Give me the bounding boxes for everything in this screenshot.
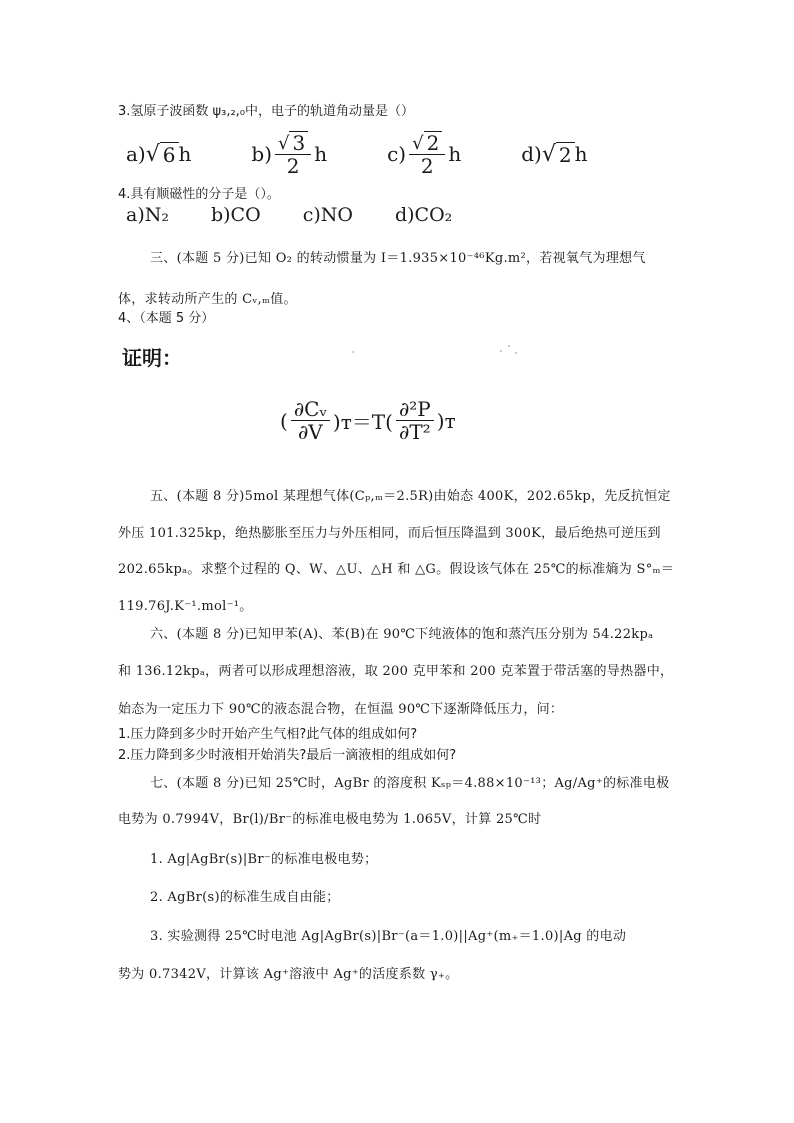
fraction: √ 2 2 [409, 131, 445, 177]
section-6-line-2: 和 136.12kpₐ，两者可以形成理想溶液，取 200 克甲苯和 200 克苯置于带活塞的导热器中， [118, 664, 674, 679]
section-5-line-2: 外压 101.325kp，绝热膨胀至压力与外压相同，而后恒压降温到 300K，最后绝热可逆压到 [118, 526, 661, 541]
option-a: a) √ 6 h [126, 141, 192, 167]
section-7-question-3: 3. 实验测得 25℃时电池 Ag|AgBr(s)|Br⁻(a＝1.0)||Ag⁺(m₊＝1.0)|Ag 的电动 [150, 929, 627, 944]
section-4-title: 4、（本题 5 分） [118, 311, 215, 326]
option-d: d) √ 2 h [521, 141, 588, 167]
section-6-line-3: 始态为一定压力下 90℃的液态混合物，在恒温 90℃下逐渐降低压力，问： [118, 702, 564, 717]
fraction: $\frac{\text{∂²P}}{\text{∂T²}}$ [396, 398, 434, 443]
section-7-question-2: 2. AgBr(s)的标准生成自由能； [150, 890, 340, 905]
question-4-options [126, 204, 512, 226]
section-7-question-3-cont: 势为 0.7342V，计算该 Ag⁺溶液中 Ag⁺的活度系数 γ₊。 [118, 967, 459, 982]
section-5-line-1: 五、(本题 8 分)5mol 某理想气体(Cₚ,ₘ＝2.5R)由始态 400K，202.65kp，先反抗恒定 [150, 489, 671, 504]
option-a: a)N₂ [126, 204, 169, 226]
section-6-line-1: 六、(本题 8 分)已知甲苯(A)、苯(B)在 90℃下纯液体的饱和蒸汽压分别为 54.22kpₐ [150, 627, 654, 642]
section-5-line-3: 202.65kpₐ。求整个过程的 Q、W、△U、△H 和 △G。假设该气体在 25℃的标准熵为 S°ₘ＝ [118, 562, 675, 577]
question-4-title: 4.具有顺磁性的分子是（）。 [118, 187, 280, 202]
option-d: d)CO₂ [394, 204, 453, 226]
proof-formula: ( $\frac{\text{∂Cᵥ}}{\partial V}$ )ᴛ＝T( $\frac{\text{∂²P}}{\text{∂T²}}$ )ᴛ [280, 397, 456, 444]
section-7-line-2: 电势为 0.7994V，Br(l)/Br⁻的标准电极电势为 1.065V，计算 25℃时 [118, 812, 542, 827]
section-6-question-1: 1.压力降到多少时开始产生气相?此气体的组成如何? [118, 727, 418, 742]
option-b: b)CO [210, 204, 261, 226]
sqrt-symbol: √ 6 [146, 142, 179, 167]
section-6-question-2: 2.压力降到多少时液相开始消失?最后一滴液相的组成如何? [118, 748, 457, 763]
section-3-line-2: 体，求转动所产生的 Cᵥ,ₘ值。 [118, 292, 297, 307]
proof-heading: 证明： [122, 346, 182, 370]
section-7-line-1: 七、(本题 8 分)已知 25℃时，AgBr 的溶度积 Kₛₚ＝4.88×10⁻¹³；Ag/Ag⁺的标准电极 [150, 776, 670, 791]
option-b: b) √ 3 2 h [251, 131, 328, 178]
section-3-line-1: 三、(本题 5 分)已知 O₂ 的转动惯量为 I＝1.935×10⁻⁴⁶Kg.m²，若视氧气为理想气 [150, 251, 646, 266]
section-7-question-1: 1. Ag|AgBr(s)|Br⁻的标准电极电势； [150, 852, 378, 867]
section-5-line-4: 119.76J.K⁻¹.mol⁻¹。 [118, 599, 253, 614]
option-c: c)NO [302, 204, 353, 226]
option-c: c) √ 2 2 h [387, 131, 462, 178]
sqrt-symbol: √ 2 [542, 142, 575, 167]
question-3-options [126, 132, 648, 176]
question-3-title: 3.氢原子波函数 ψ₃,₂,₀中，电子的轨道角动量是（） [118, 104, 415, 119]
fraction: $\frac{\text{∂Cᵥ}}{\partial V}$ [291, 398, 330, 443]
fraction: √ 3 2 [275, 131, 311, 177]
